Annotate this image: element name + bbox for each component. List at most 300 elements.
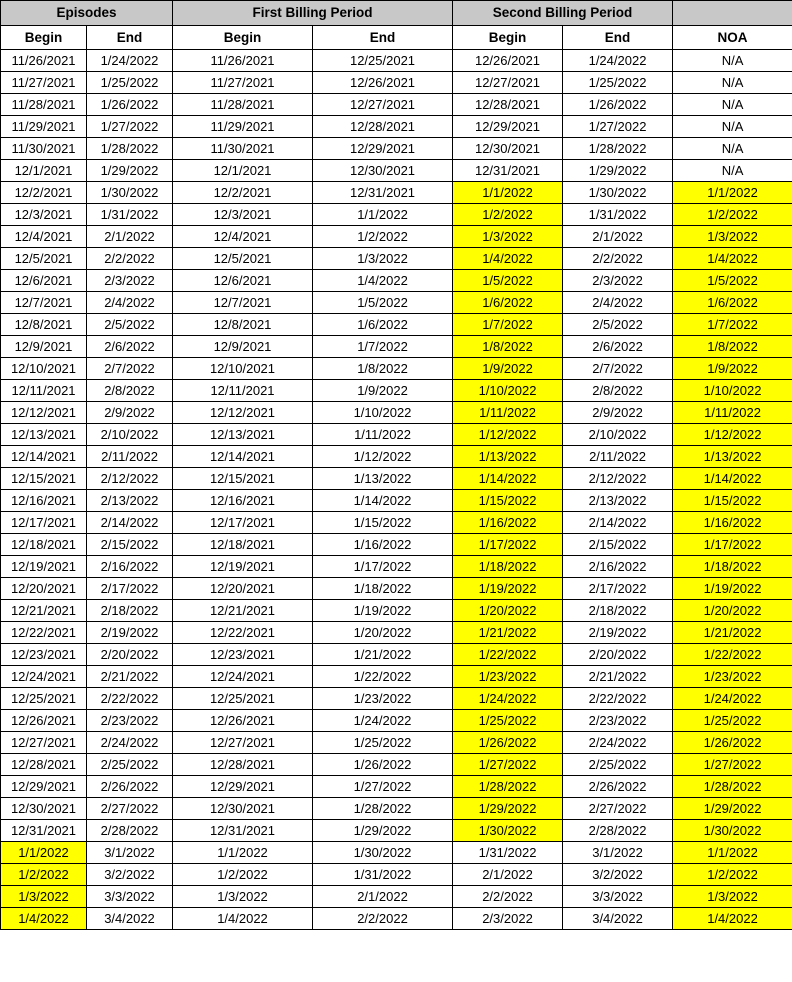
table-row	[1, 798, 792, 820]
table-cell: 3/4/2022	[87, 908, 173, 930]
table-cell: 3/2/2022	[87, 864, 173, 886]
table-cell: 2/20/2022	[87, 644, 173, 666]
table-cell: 1/1/2022	[673, 182, 792, 204]
table-cell: 1/10/2022	[313, 402, 453, 424]
table-cell: 12/13/2021	[1, 424, 87, 446]
table-cell: 2/21/2022	[87, 666, 173, 688]
table-cell: 12/5/2021	[173, 248, 313, 270]
table-cell: 1/4/2022	[1, 908, 87, 930]
table-cell: 12/31/2021	[453, 160, 563, 182]
table-row	[1, 534, 792, 556]
table-cell: 2/20/2022	[563, 644, 673, 666]
table-cell: 12/6/2021	[1, 270, 87, 292]
table-cell: 1/22/2022	[453, 644, 563, 666]
table-cell: 1/21/2022	[313, 644, 453, 666]
table-cell: 1/19/2022	[673, 578, 792, 600]
table-cell: 2/3/2022	[87, 270, 173, 292]
table-row	[1, 226, 792, 248]
table-cell: 11/26/2021	[1, 50, 87, 72]
table-cell: 1/16/2022	[673, 512, 792, 534]
table-cell: 1/1/2022	[453, 182, 563, 204]
table-cell: 2/3/2022	[453, 908, 563, 930]
table-cell: 2/7/2022	[87, 358, 173, 380]
table-cell: 12/27/2021	[313, 94, 453, 116]
table-cell: 1/23/2022	[313, 688, 453, 710]
table-row	[1, 380, 792, 402]
table-cell: 1/25/2022	[673, 710, 792, 732]
table-cell: 1/30/2022	[313, 842, 453, 864]
table-cell: 1/6/2022	[673, 292, 792, 314]
table-cell: 1/21/2022	[453, 622, 563, 644]
table-cell: 12/16/2021	[1, 490, 87, 512]
table-cell: 1/28/2022	[87, 138, 173, 160]
table-cell: 1/20/2022	[313, 622, 453, 644]
table-cell: 12/19/2021	[173, 556, 313, 578]
table-cell: 1/27/2022	[453, 754, 563, 776]
table-cell: 1/29/2022	[87, 160, 173, 182]
table-cell: 1/13/2022	[673, 446, 792, 468]
table-cell: 1/2/2022	[1, 864, 87, 886]
table-cell: 12/27/2021	[173, 732, 313, 754]
table-cell: 1/25/2022	[87, 72, 173, 94]
table-cell: 12/22/2021	[1, 622, 87, 644]
table-cell: 1/27/2022	[313, 776, 453, 798]
table-cell: 1/17/2022	[313, 556, 453, 578]
table-row	[1, 710, 792, 732]
table-cell: 1/31/2022	[87, 204, 173, 226]
table-cell: 2/1/2022	[563, 226, 673, 248]
table-cell: 2/28/2022	[563, 820, 673, 842]
table-cell: 1/2/2022	[673, 204, 792, 226]
table-cell: 12/26/2021	[313, 72, 453, 94]
table-cell: 11/30/2021	[1, 138, 87, 160]
table-cell: 12/2/2021	[173, 182, 313, 204]
table-cell: 1/22/2022	[673, 644, 792, 666]
table-row	[1, 754, 792, 776]
table-cell: 2/28/2022	[87, 820, 173, 842]
table-cell: 1/27/2022	[563, 116, 673, 138]
table-cell: N/A	[673, 160, 792, 182]
table-cell: 2/15/2022	[87, 534, 173, 556]
table-cell: 12/15/2021	[1, 468, 87, 490]
table-cell: 2/1/2022	[453, 864, 563, 886]
table-row	[1, 270, 792, 292]
table-cell: 12/4/2021	[173, 226, 313, 248]
table-cell: 12/1/2021	[1, 160, 87, 182]
table-row	[1, 600, 792, 622]
group-header-episodes: Episodes	[1, 1, 173, 26]
table-cell: 1/11/2022	[673, 402, 792, 424]
table-cell: 12/29/2021	[453, 116, 563, 138]
table-row	[1, 402, 792, 424]
table-cell: 12/18/2021	[1, 534, 87, 556]
table-cell: 1/24/2022	[673, 688, 792, 710]
table-cell: 2/21/2022	[563, 666, 673, 688]
group-header-second-billing-period: Second Billing Period	[453, 1, 673, 26]
table-cell: 2/24/2022	[563, 732, 673, 754]
table-cell: 1/24/2022	[453, 688, 563, 710]
table-cell: 1/30/2022	[563, 182, 673, 204]
table-cell: 12/4/2021	[1, 226, 87, 248]
table-cell: 1/11/2022	[453, 402, 563, 424]
table-cell: 12/7/2021	[1, 292, 87, 314]
table-cell: 1/25/2022	[563, 72, 673, 94]
table-cell: 1/26/2022	[87, 94, 173, 116]
table-cell: 1/1/2022	[313, 204, 453, 226]
table-cell: 2/1/2022	[313, 886, 453, 908]
table-cell: 2/18/2022	[87, 600, 173, 622]
table-cell: 2/14/2022	[87, 512, 173, 534]
table-cell: 1/12/2022	[313, 446, 453, 468]
table-cell: 1/15/2022	[313, 512, 453, 534]
table-row	[1, 50, 792, 72]
column-header-5-end: End	[563, 25, 673, 50]
table-cell: 3/2/2022	[563, 864, 673, 886]
table-cell: 12/3/2021	[173, 204, 313, 226]
table-cell: 1/22/2022	[313, 666, 453, 688]
table-cell: 1/4/2022	[673, 248, 792, 270]
table-cell: 2/10/2022	[87, 424, 173, 446]
table-row	[1, 248, 792, 270]
table-cell: 12/12/2021	[173, 402, 313, 424]
table-cell: 1/4/2022	[673, 908, 792, 930]
table-cell: 1/20/2022	[673, 600, 792, 622]
table-cell: N/A	[673, 50, 792, 72]
table-cell: 2/6/2022	[87, 336, 173, 358]
table-cell: 11/29/2021	[1, 116, 87, 138]
table-cell: 12/27/2021	[453, 72, 563, 94]
table-cell: 12/10/2021	[1, 358, 87, 380]
table-cell: 1/31/2022	[313, 864, 453, 886]
table-cell: 2/12/2022	[563, 468, 673, 490]
table-cell: 2/27/2022	[563, 798, 673, 820]
table-cell: 11/28/2021	[173, 94, 313, 116]
table-cell: 12/26/2021	[453, 50, 563, 72]
table-cell: 1/28/2022	[313, 798, 453, 820]
group-header-blank	[673, 1, 792, 26]
table-cell: 3/1/2022	[87, 842, 173, 864]
table-cell: 12/27/2021	[1, 732, 87, 754]
table-row	[1, 644, 792, 666]
table-cell: 2/22/2022	[87, 688, 173, 710]
table-cell: 1/8/2022	[673, 336, 792, 358]
table-cell: 12/22/2021	[173, 622, 313, 644]
table-cell: 2/7/2022	[563, 358, 673, 380]
table-cell: 1/3/2022	[1, 886, 87, 908]
table-cell: 1/30/2022	[673, 820, 792, 842]
table-cell: 2/1/2022	[87, 226, 173, 248]
table-cell: 12/17/2021	[173, 512, 313, 534]
table-cell: 12/23/2021	[173, 644, 313, 666]
table-cell: 2/23/2022	[563, 710, 673, 732]
table-cell: 1/31/2022	[453, 842, 563, 864]
table-cell: 1/2/2022	[453, 204, 563, 226]
table-cell: 12/23/2021	[1, 644, 87, 666]
table-cell: 1/10/2022	[673, 380, 792, 402]
table-cell: 2/27/2022	[87, 798, 173, 820]
table-row	[1, 182, 792, 204]
table-cell: 12/29/2021	[313, 138, 453, 160]
table-cell: 2/25/2022	[563, 754, 673, 776]
table-cell: 1/25/2022	[453, 710, 563, 732]
table-cell: 12/25/2021	[313, 50, 453, 72]
table-cell: 1/11/2022	[313, 424, 453, 446]
table-cell: 12/9/2021	[173, 336, 313, 358]
table-cell: 2/10/2022	[563, 424, 673, 446]
table-cell: 2/2/2022	[313, 908, 453, 930]
table-cell: 1/18/2022	[313, 578, 453, 600]
table-cell: 1/4/2022	[313, 270, 453, 292]
table-cell: 1/15/2022	[453, 490, 563, 512]
table-cell: 2/4/2022	[563, 292, 673, 314]
table-cell: 1/23/2022	[673, 666, 792, 688]
table-row	[1, 732, 792, 754]
table-cell: 1/1/2022	[673, 842, 792, 864]
table-cell: 1/24/2022	[313, 710, 453, 732]
table-row	[1, 886, 792, 908]
table-cell: 12/24/2021	[1, 666, 87, 688]
table-cell: 1/2/2022	[313, 226, 453, 248]
table-row	[1, 204, 792, 226]
table-cell: 1/5/2022	[453, 270, 563, 292]
table-row	[1, 424, 792, 446]
table-cell: 2/9/2022	[87, 402, 173, 424]
table-row	[1, 358, 792, 380]
table-cell: 1/29/2022	[563, 160, 673, 182]
table-cell: 3/1/2022	[563, 842, 673, 864]
table-cell: 1/19/2022	[453, 578, 563, 600]
table-cell: N/A	[673, 116, 792, 138]
table-cell: 1/14/2022	[313, 490, 453, 512]
table-cell: 12/19/2021	[1, 556, 87, 578]
table-cell: 12/11/2021	[1, 380, 87, 402]
table-cell: 2/26/2022	[563, 776, 673, 798]
table-row	[1, 314, 792, 336]
table-cell: 12/31/2021	[1, 820, 87, 842]
table-row	[1, 864, 792, 886]
table-cell: 11/26/2021	[173, 50, 313, 72]
table-cell: 2/3/2022	[563, 270, 673, 292]
table-row	[1, 292, 792, 314]
table-row	[1, 490, 792, 512]
table-cell: 1/27/2022	[673, 754, 792, 776]
table-cell: 2/5/2022	[87, 314, 173, 336]
table-cell: 12/9/2021	[1, 336, 87, 358]
table-cell: 2/13/2022	[563, 490, 673, 512]
table-cell: 1/29/2022	[673, 798, 792, 820]
table-cell: N/A	[673, 138, 792, 160]
table-cell: 2/8/2022	[563, 380, 673, 402]
table-cell: 2/16/2022	[87, 556, 173, 578]
table-cell: 2/22/2022	[563, 688, 673, 710]
table-cell: 1/6/2022	[313, 314, 453, 336]
table-cell: 2/25/2022	[87, 754, 173, 776]
table-cell: 1/29/2022	[313, 820, 453, 842]
table-cell: 2/17/2022	[87, 578, 173, 600]
table-cell: 2/8/2022	[87, 380, 173, 402]
column-header-0-begin: Begin	[1, 25, 87, 50]
table-cell: 2/17/2022	[563, 578, 673, 600]
table-cell: 1/25/2022	[313, 732, 453, 754]
table-cell: 1/26/2022	[453, 732, 563, 754]
table-cell: 12/29/2021	[1, 776, 87, 798]
column-header-3-end: End	[313, 25, 453, 50]
column-header-1-end: End	[87, 25, 173, 50]
table-cell: 1/12/2022	[453, 424, 563, 446]
table-row	[1, 688, 792, 710]
table-cell: 1/18/2022	[453, 556, 563, 578]
table-cell: 1/8/2022	[313, 358, 453, 380]
table-cell: 12/28/2021	[173, 754, 313, 776]
column-header-6-noa: NOA	[673, 25, 792, 50]
table-cell: 1/30/2022	[87, 182, 173, 204]
table-cell: N/A	[673, 94, 792, 116]
table-cell: 3/3/2022	[87, 886, 173, 908]
table-cell: 1/26/2022	[673, 732, 792, 754]
table-cell: 1/2/2022	[173, 864, 313, 886]
table-row	[1, 512, 792, 534]
table-cell: 12/18/2021	[173, 534, 313, 556]
table-cell: 2/15/2022	[563, 534, 673, 556]
table-cell: 2/12/2022	[87, 468, 173, 490]
table-cell: 12/20/2021	[1, 578, 87, 600]
table-cell: N/A	[673, 72, 792, 94]
table-cell: 1/3/2022	[313, 248, 453, 270]
table-cell: 2/16/2022	[563, 556, 673, 578]
table-cell: 2/6/2022	[563, 336, 673, 358]
table-cell: 12/24/2021	[173, 666, 313, 688]
table-sub-header-row	[1, 25, 792, 50]
table-cell: 1/12/2022	[673, 424, 792, 446]
table-cell: 2/24/2022	[87, 732, 173, 754]
table-cell: 12/28/2021	[313, 116, 453, 138]
table-cell: 1/23/2022	[453, 666, 563, 688]
table-cell: 12/11/2021	[173, 380, 313, 402]
table-cell: 1/3/2022	[673, 886, 792, 908]
table-cell: 2/5/2022	[563, 314, 673, 336]
table-row	[1, 842, 792, 864]
table-cell: 2/2/2022	[87, 248, 173, 270]
table-cell: 1/28/2022	[453, 776, 563, 798]
table-group-header-row	[1, 1, 792, 26]
table-cell: 2/23/2022	[87, 710, 173, 732]
table-cell: 1/2/2022	[673, 864, 792, 886]
table-cell: 12/12/2021	[1, 402, 87, 424]
table-cell: 2/4/2022	[87, 292, 173, 314]
table-cell: 12/8/2021	[173, 314, 313, 336]
table-row	[1, 72, 792, 94]
table-cell: 3/4/2022	[563, 908, 673, 930]
table-cell: 12/20/2021	[173, 578, 313, 600]
table-cell: 2/11/2022	[87, 446, 173, 468]
table-cell: 1/31/2022	[563, 204, 673, 226]
table-cell: 1/14/2022	[453, 468, 563, 490]
table-cell: 2/2/2022	[563, 248, 673, 270]
table-cell: 12/29/2021	[173, 776, 313, 798]
table-cell: 1/24/2022	[87, 50, 173, 72]
table-cell: 2/14/2022	[563, 512, 673, 534]
table-cell: 1/30/2022	[453, 820, 563, 842]
table-cell: 2/19/2022	[87, 622, 173, 644]
table-cell: 12/2/2021	[1, 182, 87, 204]
table-cell: 1/20/2022	[453, 600, 563, 622]
table-cell: 1/4/2022	[453, 248, 563, 270]
table-cell: 1/26/2022	[313, 754, 453, 776]
table-cell: 12/26/2021	[173, 710, 313, 732]
table-cell: 1/28/2022	[563, 138, 673, 160]
table-cell: 12/14/2021	[173, 446, 313, 468]
table-cell: 12/10/2021	[173, 358, 313, 380]
table-cell: 1/7/2022	[673, 314, 792, 336]
table-cell: 12/1/2021	[173, 160, 313, 182]
table-cell: 12/6/2021	[173, 270, 313, 292]
table-row	[1, 160, 792, 182]
table-cell: 1/9/2022	[453, 358, 563, 380]
table-cell: 12/30/2021	[1, 798, 87, 820]
table-cell: 11/29/2021	[173, 116, 313, 138]
table-row	[1, 776, 792, 798]
table-cell: 1/24/2022	[563, 50, 673, 72]
table-cell: 12/30/2021	[453, 138, 563, 160]
table-row	[1, 116, 792, 138]
table-cell: 1/5/2022	[313, 292, 453, 314]
group-header-first-billing-period: First Billing Period	[173, 1, 453, 26]
table-row	[1, 666, 792, 688]
table-cell: 1/27/2022	[87, 116, 173, 138]
table-cell: 1/26/2022	[563, 94, 673, 116]
table-row	[1, 446, 792, 468]
table-cell: 2/11/2022	[563, 446, 673, 468]
table-body	[1, 50, 792, 930]
table-cell: 1/4/2022	[173, 908, 313, 930]
table-cell: 2/13/2022	[87, 490, 173, 512]
table-cell: 1/16/2022	[453, 512, 563, 534]
table-cell: 12/3/2021	[1, 204, 87, 226]
table-cell: 12/21/2021	[1, 600, 87, 622]
table-cell: 1/19/2022	[313, 600, 453, 622]
table-cell: 12/26/2021	[1, 710, 87, 732]
table-row	[1, 820, 792, 842]
table-cell: 12/30/2021	[173, 798, 313, 820]
table-cell: 12/16/2021	[173, 490, 313, 512]
table-cell: 12/31/2021	[173, 820, 313, 842]
table-cell: 12/17/2021	[1, 512, 87, 534]
table-cell: 11/30/2021	[173, 138, 313, 160]
table-cell: 12/14/2021	[1, 446, 87, 468]
table-row	[1, 622, 792, 644]
table-cell: 12/28/2021	[1, 754, 87, 776]
table-cell: 1/7/2022	[313, 336, 453, 358]
table-cell: 1/13/2022	[453, 446, 563, 468]
table-cell: 12/13/2021	[173, 424, 313, 446]
table-cell: 11/27/2021	[1, 72, 87, 94]
table-cell: 2/26/2022	[87, 776, 173, 798]
table-cell: 12/30/2021	[313, 160, 453, 182]
table-row	[1, 578, 792, 600]
table-cell: 1/10/2022	[453, 380, 563, 402]
table-cell: 12/8/2021	[1, 314, 87, 336]
table-cell: 1/14/2022	[673, 468, 792, 490]
table-row	[1, 138, 792, 160]
table-row	[1, 556, 792, 578]
table-cell: 1/17/2022	[673, 534, 792, 556]
table-cell: 12/5/2021	[1, 248, 87, 270]
table-cell: 1/6/2022	[453, 292, 563, 314]
table-cell: 12/15/2021	[173, 468, 313, 490]
table-row	[1, 336, 792, 358]
table-cell: 11/28/2021	[1, 94, 87, 116]
table-cell: 1/3/2022	[453, 226, 563, 248]
